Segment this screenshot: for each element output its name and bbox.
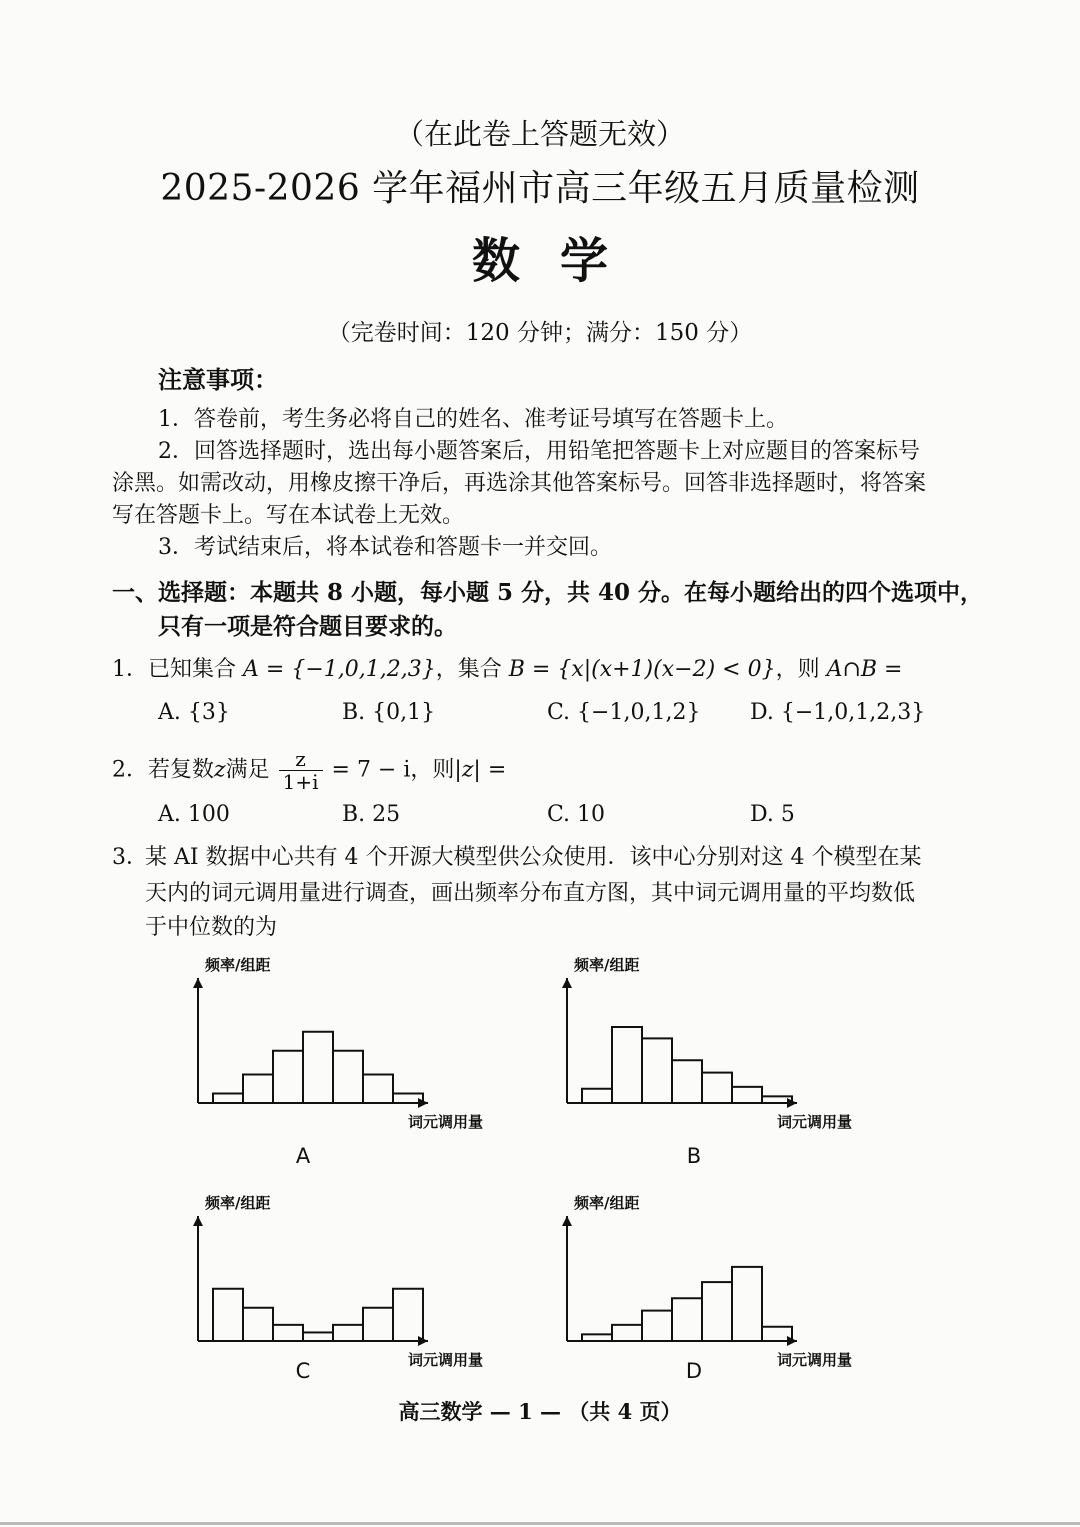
q1-number: 1． [112,657,148,682]
q2-frac-den: 1+i [282,770,319,794]
chart-b-xlabel: 词元调用量 [777,1113,853,1131]
q3-line-2: 天内的词元调用量进行调查，画出频率分布直方图，其中词元调用量的平均数低 [145,881,916,906]
chart-b-ylabel: 频率/组距 [574,956,640,974]
chart-b-bar [702,1073,732,1103]
chart-b-panel-label: B [686,1144,702,1168]
chart-a-bar [273,1051,303,1103]
chart-a-bar [213,1094,243,1104]
section1-heading: 一、选择题：本题共 8 小题，每小题 5 分，共 40 分。在每小题给出的四个选项中， [112,579,984,606]
chart-d-bar [732,1267,762,1341]
q1-set-a: A = {−1,0,1,2,3} [243,657,436,682]
chart-a-bar [303,1032,333,1103]
notice-item-2-cont: 涂黑。如需改动，用橡皮擦干净后，再选涂其他答案标号。回答非选择题时，将答案 [112,471,927,496]
q3-line-3: 于中位数的为 [145,915,278,940]
q2-stem-a: 若复数 [148,757,215,783]
q1-option-c-label: C. [547,700,571,725]
notice-item-1: 1．答卷前，考生务必将自己的姓名、准考证号填写在答题卡上。 [158,407,788,432]
chart-d-xlabel: 词元调用量 [777,1351,853,1369]
chart-b-bar [612,1027,642,1103]
chart-b-bar [732,1087,762,1103]
q1-stem-a: 已知集合 [148,657,237,682]
exam-title: 2025-2026 学年福州市高三年级五月质量检测 [160,168,920,209]
chart-a-y-arrow-icon [193,978,203,988]
q2-option-d-label: D. [750,802,774,827]
notice-heading: 注意事项： [158,365,278,394]
chart-a-xlabel: 词元调用量 [408,1113,484,1131]
chart-c-xlabel: 词元调用量 [408,1351,484,1369]
q2-option-a-text: 100 [187,802,230,827]
subject-title: 数学 [471,233,648,289]
chart-d-bar [612,1325,642,1341]
q1-set-b: B = {x|(x+1)(x−2) < 0} [508,657,776,682]
chart-d-bar [672,1298,702,1341]
chart-a-panel-label: A [295,1144,311,1168]
chart-d-bar [642,1311,672,1341]
chart-c-panel-label: C [295,1359,311,1383]
q2-option-b-label: B. [342,802,366,827]
chart-c-bar [393,1289,423,1341]
q1-option-b-label: B. [342,700,366,725]
chart-a-bar [363,1075,393,1104]
q2-option-c-label: C. [547,802,571,827]
chart-c-bar [213,1289,243,1341]
q2-number: 2． [112,757,148,783]
chart-c-bar [333,1325,363,1341]
section1-subheading: 只有一项是符合题目要求的。 [158,613,457,640]
q1-option-a-label: A. [158,700,181,725]
page-footer: 高三数学 — 1 — （共 4 页） [398,1399,682,1424]
q1-option-d-text: {−1,0,1,2,3} [780,700,926,725]
q1-stem-c: ，则 [775,657,820,682]
q1-option-a-text: {3} [187,700,230,725]
notice-item-2: 2．回答选择题时，选出每小题答案后，用铅笔把答题卡上对应题目的答案标号 [158,439,920,464]
q2-ask: |z| = [454,757,507,783]
q3-line-1: 某 AI 数据中心共有 4 个开源大模型供公众使用．该中心分别对这 4 个模型在某 [145,845,922,870]
notice-item-3: 3．考试结束后，将本试卷和答题卡一并交回。 [158,535,612,560]
chart-d-bar [702,1282,732,1341]
chart-b-bar [582,1089,612,1103]
q2-rhs: = 7 − i [331,757,411,783]
chart-d-y-arrow-icon [562,1216,572,1226]
q2-var: z [214,757,226,783]
chart-a-ylabel: 频率/组距 [205,956,271,974]
notice-item-2-end: 写在答题卡上。写在本试卷上无效。 [112,503,465,528]
chart-b-bar [642,1038,672,1103]
q2-option-b-text: 25 [372,802,401,827]
q2-stem-b: 满足 [225,757,270,783]
chart-c-bar [243,1308,273,1341]
chart-d-panel-label: D [685,1359,703,1383]
q1-ask: A∩B = [826,657,903,682]
chart-c-bar [273,1325,303,1341]
chart-c-ylabel: 频率/组距 [205,1194,271,1212]
q2-option-a-label: A. [158,802,181,827]
q1-option-c-text: {−1,0,1,2} [577,700,701,725]
q2-frac-num: z [279,748,323,771]
q2-option-d-text: 5 [780,802,795,827]
chart-d-ylabel: 频率/组距 [574,1194,640,1212]
chart-c-y-arrow-icon [193,1216,203,1226]
q1-option-b-text: {0,1} [372,700,436,725]
chart-b-bar [672,1060,702,1103]
chart-d-bar [582,1334,612,1341]
q2-stem-c: ，则 [410,757,455,783]
q2-option-c-text: 10 [577,802,606,827]
bottom-rule [0,1522,1080,1525]
chart-a-bar [333,1051,363,1103]
q1-option-d-label: D. [750,700,774,725]
chart-c-bar [303,1332,333,1341]
invalid-note: （在此卷上答题无效） [394,117,685,151]
chart-c-bar [363,1308,393,1341]
chart-a-bar [243,1075,273,1104]
q1-stem-b: ，集合 [435,657,502,682]
duration-note: （完卷时间：120 分钟；满分：150 分） [327,320,753,346]
q3-number: 3． [112,845,148,870]
chart-b-y-arrow-icon [562,978,572,988]
